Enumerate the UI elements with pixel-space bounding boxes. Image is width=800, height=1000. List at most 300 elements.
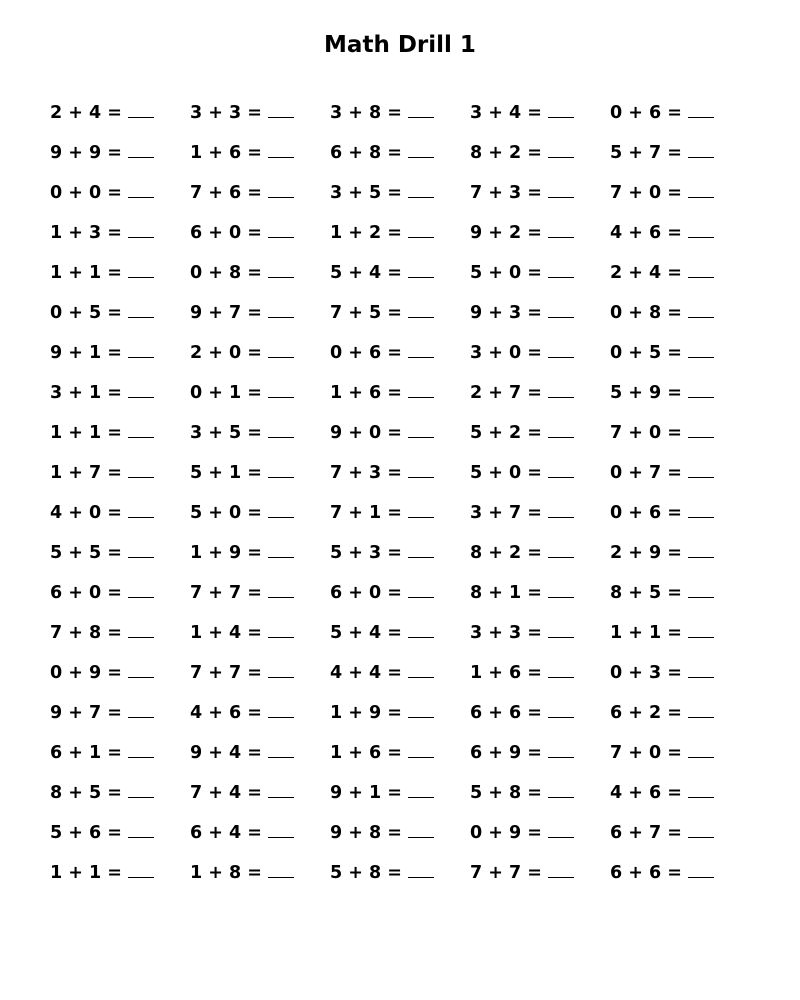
math-problem [470, 220, 610, 260]
math-problem [190, 420, 330, 460]
answer-blank[interactable] [128, 500, 154, 518]
problem-expression: 9 + 7 = [50, 703, 122, 723]
problem-expression: 5 + 5 = [50, 543, 122, 563]
math-problem [50, 340, 190, 380]
math-problem [330, 180, 470, 220]
problem-expression: 5 + 6 = [50, 823, 122, 843]
answer-blank[interactable] [128, 820, 154, 838]
answer-blank[interactable] [688, 100, 714, 118]
problem-expression: 0 + 5 = [50, 303, 122, 323]
answer-blank[interactable] [548, 260, 574, 278]
answer-blank[interactable] [688, 420, 714, 438]
math-problem [330, 340, 470, 380]
math-problem [470, 460, 610, 500]
math-problem [330, 620, 470, 660]
problem-expression: 1 + 6 = [470, 663, 542, 683]
problem-expression: 8 + 5 = [50, 783, 122, 803]
answer-blank[interactable] [128, 220, 154, 238]
problem-expression: 3 + 1 = [50, 383, 122, 403]
answer-blank[interactable] [548, 380, 574, 398]
math-problem [50, 820, 190, 860]
problem-expression: 1 + 1 = [50, 423, 122, 443]
math-problem [470, 500, 610, 540]
problem-expression: 5 + 0 = [470, 463, 542, 483]
math-problem [610, 380, 750, 420]
answer-blank[interactable] [408, 460, 434, 478]
answer-blank[interactable] [268, 660, 294, 678]
math-problem [330, 700, 470, 740]
math-problem [190, 260, 330, 300]
problem-expression: 7 + 6 = [190, 183, 262, 203]
math-problem [50, 220, 190, 260]
math-problem [330, 100, 470, 140]
answer-blank[interactable] [688, 660, 714, 678]
problem-expression: 4 + 6 = [190, 703, 262, 723]
math-problem [610, 860, 750, 900]
math-problem [190, 220, 330, 260]
answer-blank[interactable] [548, 140, 574, 158]
math-problem [190, 340, 330, 380]
problem-expression: 1 + 9 = [190, 543, 262, 563]
math-problem [470, 420, 610, 460]
math-problem [50, 580, 190, 620]
problem-expression: 3 + 8 = [330, 103, 402, 123]
math-problem [330, 780, 470, 820]
problem-expression: 9 + 8 = [330, 823, 402, 843]
problem-expression: 0 + 9 = [470, 823, 542, 843]
answer-blank[interactable] [128, 140, 154, 158]
math-problem [610, 420, 750, 460]
math-problem [610, 740, 750, 780]
answer-blank[interactable] [548, 580, 574, 598]
answer-blank[interactable] [408, 140, 434, 158]
math-problem [610, 300, 750, 340]
problem-expression: 2 + 0 = [190, 343, 262, 363]
answer-blank[interactable] [548, 540, 574, 558]
problem-expression: 7 + 4 = [190, 783, 262, 803]
answer-blank[interactable] [688, 620, 714, 638]
answer-blank[interactable] [268, 580, 294, 598]
answer-blank[interactable] [408, 220, 434, 238]
answer-blank[interactable] [408, 700, 434, 718]
problem-expression: 5 + 4 = [330, 263, 402, 283]
answer-blank[interactable] [408, 660, 434, 678]
answer-blank[interactable] [268, 140, 294, 158]
answer-blank[interactable] [268, 300, 294, 318]
math-problem [610, 780, 750, 820]
problem-expression: 4 + 6 = [610, 783, 682, 803]
answer-blank[interactable] [688, 180, 714, 198]
problem-expression: 1 + 7 = [50, 463, 122, 483]
answer-blank[interactable] [408, 780, 434, 798]
math-problem [610, 340, 750, 380]
answer-blank[interactable] [268, 700, 294, 718]
answer-blank[interactable] [548, 420, 574, 438]
math-problem [190, 820, 330, 860]
answer-blank[interactable] [128, 620, 154, 638]
math-problem [470, 340, 610, 380]
math-problem [190, 700, 330, 740]
problem-expression: 5 + 0 = [190, 503, 262, 523]
problem-expression: 1 + 8 = [190, 863, 262, 883]
problem-expression: 6 + 7 = [610, 823, 682, 843]
problem-expression: 1 + 4 = [190, 623, 262, 643]
problem-expression: 1 + 6 = [330, 383, 402, 403]
problem-expression: 3 + 5 = [190, 423, 262, 443]
math-problem [50, 100, 190, 140]
answer-blank[interactable] [408, 540, 434, 558]
math-problem [190, 300, 330, 340]
math-problem [190, 660, 330, 700]
problem-expression: 1 + 6 = [190, 143, 262, 163]
problem-expression: 6 + 6 = [470, 703, 542, 723]
math-problem [50, 860, 190, 900]
problem-expression: 0 + 9 = [50, 663, 122, 683]
math-problem [190, 620, 330, 660]
problem-expression: 3 + 7 = [470, 503, 542, 523]
answer-blank[interactable] [128, 340, 154, 358]
answer-blank[interactable] [268, 820, 294, 838]
problem-expression: 0 + 5 = [610, 343, 682, 363]
answer-blank[interactable] [268, 620, 294, 638]
problem-expression: 7 + 7 = [470, 863, 542, 883]
math-problem [50, 620, 190, 660]
answer-blank[interactable] [548, 780, 574, 798]
math-problem [610, 140, 750, 180]
answer-blank[interactable] [128, 580, 154, 598]
problem-expression: 5 + 3 = [330, 543, 402, 563]
page-title: Math Drill 1 [324, 32, 476, 58]
answer-blank[interactable] [128, 660, 154, 678]
math-problem [610, 500, 750, 540]
problem-expression: 9 + 7 = [190, 303, 262, 323]
problem-expression: 7 + 0 = [610, 183, 682, 203]
answer-blank[interactable] [128, 700, 154, 718]
problem-expression: 3 + 4 = [470, 103, 542, 123]
answer-blank[interactable] [548, 620, 574, 638]
math-problem [470, 780, 610, 820]
problem-expression: 7 + 0 = [610, 743, 682, 763]
math-problem [610, 700, 750, 740]
answer-blank[interactable] [688, 220, 714, 238]
math-problem [470, 860, 610, 900]
problem-expression: 5 + 1 = [190, 463, 262, 483]
problem-expression: 9 + 3 = [470, 303, 542, 323]
problem-expression: 0 + 6 = [610, 103, 682, 123]
answer-blank[interactable] [128, 180, 154, 198]
math-problem [190, 140, 330, 180]
answer-blank[interactable] [688, 380, 714, 398]
answer-blank[interactable] [408, 300, 434, 318]
answer-blank[interactable] [128, 740, 154, 758]
answer-blank[interactable] [548, 740, 574, 758]
math-problem [190, 860, 330, 900]
math-problem [470, 100, 610, 140]
math-problem [470, 180, 610, 220]
math-problem [610, 540, 750, 580]
problem-expression: 9 + 0 = [330, 423, 402, 443]
answer-blank[interactable] [548, 100, 574, 118]
problem-expression: 5 + 8 = [330, 863, 402, 883]
math-problem [330, 260, 470, 300]
math-problem [190, 780, 330, 820]
answer-blank[interactable] [548, 820, 574, 838]
answer-blank[interactable] [268, 260, 294, 278]
answer-blank[interactable] [268, 860, 294, 878]
answer-blank[interactable] [268, 740, 294, 758]
answer-blank[interactable] [548, 700, 574, 718]
problem-expression: 3 + 5 = [330, 183, 402, 203]
math-problem [330, 420, 470, 460]
problem-expression: 9 + 4 = [190, 743, 262, 763]
answer-blank[interactable] [128, 380, 154, 398]
problem-expression: 6 + 0 = [330, 583, 402, 603]
math-problem [470, 660, 610, 700]
problem-expression: 1 + 6 = [330, 743, 402, 763]
problem-expression: 7 + 3 = [470, 183, 542, 203]
answer-blank[interactable] [548, 460, 574, 478]
answer-blank[interactable] [128, 100, 154, 118]
answer-blank[interactable] [688, 460, 714, 478]
answer-blank[interactable] [408, 620, 434, 638]
math-problem [330, 500, 470, 540]
answer-blank[interactable] [408, 260, 434, 278]
problem-expression: 6 + 1 = [50, 743, 122, 763]
answer-blank[interactable] [548, 860, 574, 878]
answer-blank[interactable] [688, 340, 714, 358]
problem-expression: 6 + 9 = [470, 743, 542, 763]
problem-expression: 7 + 3 = [330, 463, 402, 483]
answer-blank[interactable] [688, 540, 714, 558]
problem-expression: 9 + 1 = [330, 783, 402, 803]
math-problem [330, 540, 470, 580]
math-problem [50, 380, 190, 420]
math-problem [190, 500, 330, 540]
problem-expression: 5 + 9 = [610, 383, 682, 403]
answer-blank[interactable] [408, 740, 434, 758]
answer-blank[interactable] [268, 380, 294, 398]
problem-expression: 6 + 8 = [330, 143, 402, 163]
problem-expression: 2 + 7 = [470, 383, 542, 403]
math-problem [610, 220, 750, 260]
math-problem [330, 660, 470, 700]
math-problem [190, 180, 330, 220]
answer-blank[interactable] [688, 780, 714, 798]
math-problem [470, 620, 610, 660]
problem-expression: 1 + 1 = [50, 863, 122, 883]
answer-blank[interactable] [688, 580, 714, 598]
problem-expression: 0 + 6 = [330, 343, 402, 363]
answer-blank[interactable] [268, 100, 294, 118]
answer-blank[interactable] [548, 300, 574, 318]
answer-blank[interactable] [268, 780, 294, 798]
math-problem [50, 700, 190, 740]
problem-expression: 0 + 3 = [610, 663, 682, 683]
problem-expression: 7 + 7 = [190, 583, 262, 603]
math-problem [610, 620, 750, 660]
math-problem [50, 540, 190, 580]
problem-expression: 9 + 9 = [50, 143, 122, 163]
answer-blank[interactable] [268, 180, 294, 198]
problem-expression: 0 + 8 = [610, 303, 682, 323]
answer-blank[interactable] [128, 860, 154, 878]
answer-blank[interactable] [548, 180, 574, 198]
answer-blank[interactable] [688, 740, 714, 758]
problem-expression: 6 + 6 = [610, 863, 682, 883]
math-problem [190, 540, 330, 580]
math-problem [190, 380, 330, 420]
problem-expression: 5 + 2 = [470, 423, 542, 443]
problem-expression: 9 + 2 = [470, 223, 542, 243]
problem-expression: 7 + 0 = [610, 423, 682, 443]
answer-blank[interactable] [268, 500, 294, 518]
math-problem [330, 820, 470, 860]
problem-expression: 6 + 0 = [50, 583, 122, 603]
math-problem [190, 100, 330, 140]
answer-blank[interactable] [268, 420, 294, 438]
answer-blank[interactable] [548, 220, 574, 238]
problem-expression: 8 + 2 = [470, 543, 542, 563]
problem-expression: 4 + 4 = [330, 663, 402, 683]
math-problem [50, 180, 190, 220]
answer-blank[interactable] [408, 420, 434, 438]
math-problem [50, 660, 190, 700]
problem-expression: 0 + 0 = [50, 183, 122, 203]
problem-expression: 7 + 5 = [330, 303, 402, 323]
math-problem [50, 140, 190, 180]
math-problem [50, 500, 190, 540]
math-problem [470, 540, 610, 580]
problem-expression: 2 + 4 = [50, 103, 122, 123]
problem-expression: 6 + 2 = [610, 703, 682, 723]
math-problem [50, 300, 190, 340]
math-problem [190, 580, 330, 620]
answer-blank[interactable] [688, 500, 714, 518]
problem-expression: 5 + 0 = [470, 263, 542, 283]
answer-blank[interactable] [548, 500, 574, 518]
answer-blank[interactable] [688, 860, 714, 878]
answer-blank[interactable] [128, 420, 154, 438]
math-problem [610, 180, 750, 220]
math-problem [330, 140, 470, 180]
math-problem [610, 460, 750, 500]
math-problem [470, 300, 610, 340]
problem-expression: 0 + 8 = [190, 263, 262, 283]
math-problem [50, 260, 190, 300]
math-problem [610, 260, 750, 300]
answer-blank[interactable] [408, 580, 434, 598]
math-problem [610, 820, 750, 860]
problem-expression: 1 + 3 = [50, 223, 122, 243]
problem-expression: 1 + 9 = [330, 703, 402, 723]
math-problem [610, 580, 750, 620]
problem-expression: 1 + 2 = [330, 223, 402, 243]
problem-expression: 3 + 3 = [470, 623, 542, 643]
math-problem [330, 860, 470, 900]
problem-expression: 5 + 8 = [470, 783, 542, 803]
math-problem [330, 740, 470, 780]
math-problem [470, 740, 610, 780]
math-problem [470, 700, 610, 740]
answer-blank[interactable] [128, 540, 154, 558]
math-problem [330, 300, 470, 340]
answer-blank[interactable] [268, 460, 294, 478]
answer-blank[interactable] [688, 260, 714, 278]
problem-expression: 5 + 4 = [330, 623, 402, 643]
answer-blank[interactable] [408, 380, 434, 398]
math-problem [470, 140, 610, 180]
answer-blank[interactable] [268, 220, 294, 238]
answer-blank[interactable] [128, 780, 154, 798]
answer-blank[interactable] [408, 180, 434, 198]
answer-blank[interactable] [688, 700, 714, 718]
answer-blank[interactable] [128, 300, 154, 318]
answer-blank[interactable] [408, 100, 434, 118]
problem-expression: 3 + 3 = [190, 103, 262, 123]
problem-expression: 7 + 7 = [190, 663, 262, 683]
problem-expression: 1 + 1 = [50, 263, 122, 283]
problem-expression: 0 + 1 = [190, 383, 262, 403]
answer-blank[interactable] [548, 340, 574, 358]
math-problem [610, 100, 750, 140]
problem-expression: 5 + 7 = [610, 143, 682, 163]
answer-blank[interactable] [128, 260, 154, 278]
problem-expression: 3 + 0 = [470, 343, 542, 363]
answer-blank[interactable] [688, 820, 714, 838]
answer-blank[interactable] [268, 540, 294, 558]
problem-grid [50, 100, 750, 900]
problem-expression: 0 + 7 = [610, 463, 682, 483]
answer-blank[interactable] [688, 300, 714, 318]
answer-blank[interactable] [408, 860, 434, 878]
math-problem [330, 460, 470, 500]
math-problem [610, 660, 750, 700]
problem-expression: 4 + 6 = [610, 223, 682, 243]
problem-expression: 6 + 0 = [190, 223, 262, 243]
math-problem [470, 260, 610, 300]
answer-blank[interactable] [408, 500, 434, 518]
math-problem [470, 380, 610, 420]
problem-expression: 8 + 1 = [470, 583, 542, 603]
answer-blank[interactable] [408, 820, 434, 838]
problem-expression: 2 + 4 = [610, 263, 682, 283]
problem-expression: 8 + 5 = [610, 583, 682, 603]
answer-blank[interactable] [128, 460, 154, 478]
problem-expression: 9 + 1 = [50, 343, 122, 363]
problem-expression: 8 + 2 = [470, 143, 542, 163]
problem-expression: 1 + 1 = [610, 623, 682, 643]
math-problem [50, 420, 190, 460]
math-problem [50, 460, 190, 500]
problem-expression: 0 + 6 = [610, 503, 682, 523]
problem-expression: 7 + 8 = [50, 623, 122, 643]
answer-blank[interactable] [688, 140, 714, 158]
problem-expression: 2 + 9 = [610, 543, 682, 563]
answer-blank[interactable] [268, 340, 294, 358]
math-problem [470, 580, 610, 620]
math-problem [50, 780, 190, 820]
math-problem [330, 380, 470, 420]
math-problem [190, 460, 330, 500]
math-problem [330, 220, 470, 260]
answer-blank[interactable] [408, 340, 434, 358]
math-problem [190, 740, 330, 780]
math-problem [330, 580, 470, 620]
math-problem [470, 820, 610, 860]
answer-blank[interactable] [548, 660, 574, 678]
problem-expression: 6 + 4 = [190, 823, 262, 843]
math-problem [50, 740, 190, 780]
